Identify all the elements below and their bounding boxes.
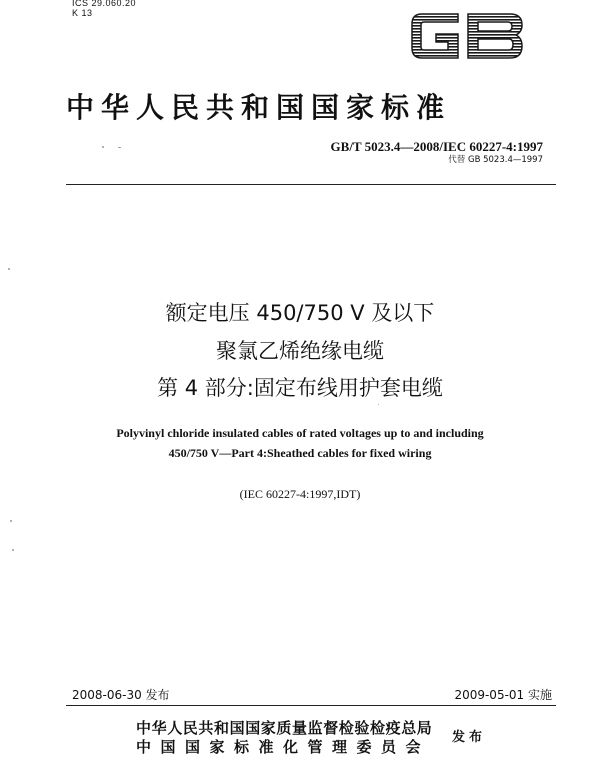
issue-date: 2008-06-30 发布 (72, 688, 170, 702)
scan-speck (8, 268, 10, 270)
publish-label: 发布 (452, 730, 487, 745)
ics-code: ICS 29.060.20 (72, 0, 137, 8)
chinese-title-line-2: 聚氯乙烯绝缘电缆 (216, 339, 384, 363)
ccs-code: K 13 (72, 8, 93, 18)
issuer-aqsiq: 中华人民共和国国家质量监督检验检疫总局 (136, 719, 433, 737)
issuer-sac: 中国国家标准化管理委员会 (136, 738, 431, 756)
scan-speck (102, 146, 104, 148)
top-rule (66, 184, 556, 185)
standard-number-text: GB/T 5023.4—2008/IEC 60227-4:1997 (330, 139, 543, 154)
national-standard-title: 中华人民共和国国家标准 (66, 91, 452, 124)
gb-logo (408, 10, 526, 62)
scan-speck (12, 549, 14, 551)
chinese-title-line-1: 额定电压 450/750 V 及以下 (165, 301, 435, 325)
replaces-note: 代替 GB 5023.4—1997 (448, 155, 543, 165)
implementation-date: 2009-05-01 实施 (454, 688, 552, 702)
classification-codes (72, 0, 136, 18)
bottom-rule (66, 705, 556, 706)
english-title-line-2: 450/750 V—Part 4:Sheathed cables for fixed wiring (168, 446, 432, 460)
iec-equivalence: (IEC 60227-4:1997,IDT) (239, 487, 361, 501)
english-title-line-1: Polyvinyl chloride insulated cables of rated voltages up to and including (116, 426, 484, 440)
scan-speck (10, 520, 12, 522)
scan-speck (378, 404, 379, 405)
scan-speck (118, 147, 121, 148)
chinese-title-line-3: 第 4 部分:固定布线用护套电缆 (157, 376, 443, 400)
